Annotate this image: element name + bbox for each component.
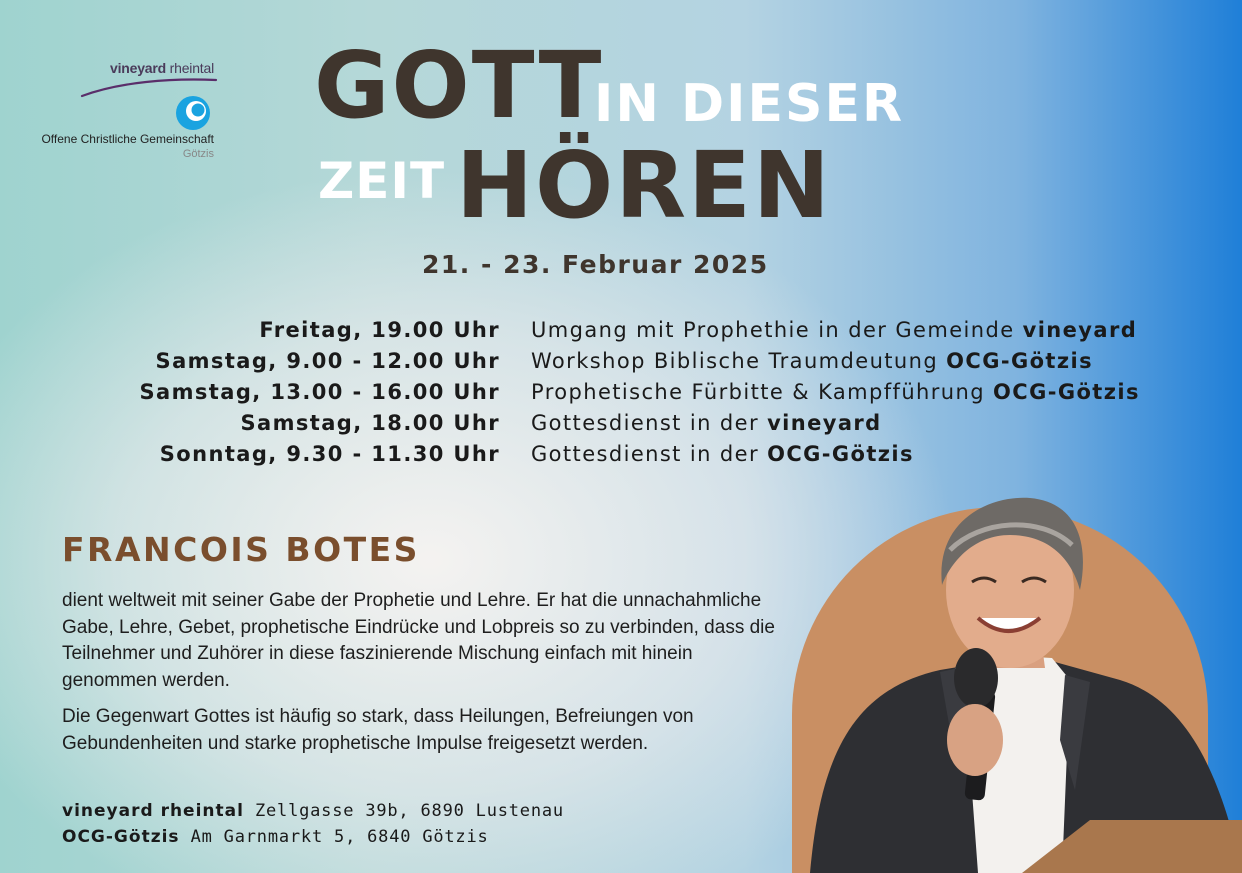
event-date: 21. - 23. Februar 2025 (422, 250, 769, 279)
schedule-event: Gottesdienst in der OCG-Götzis (531, 441, 914, 466)
org-city: Götzis (182, 148, 214, 160)
schedule-row (100, 314, 1140, 345)
title-zeit: ZEIT (318, 152, 446, 210)
organizer-logo (20, 60, 220, 170)
schedule-location: vineyard (767, 410, 882, 435)
venue-addresses (62, 798, 564, 850)
schedule-location: OCG-Götzis (767, 441, 914, 466)
schedule-event: Gottesdienst in der vineyard (531, 410, 882, 435)
schedule-location: vineyard (1022, 317, 1138, 342)
title-in-dieser: IN DIESER (594, 74, 905, 134)
schedule-event: Prophetische Fürbitte & Kampfführung OCG-Götzis (531, 379, 1140, 404)
schedule-time: Freitag, 19.00 Uhr (259, 317, 500, 342)
vineyard-wordmark: vineyard rheintal (109, 60, 214, 76)
address-line: OCG-Götzis Am Garnmarkt 5, 6840 Götzis (62, 827, 489, 847)
schedule-time: Samstag, 9.00 - 12.00 Uhr (155, 348, 500, 373)
ocg-circle-logo-icon (174, 94, 212, 132)
title-horen: HÖREN (456, 132, 832, 239)
schedule-location: OCG-Götzis (993, 379, 1140, 404)
org-name: Offene Christliche Gemeinschaft (41, 132, 214, 146)
schedule-event: Workshop Biblische Traumdeutung OCG-Götzis (531, 348, 1093, 373)
schedule-row (100, 345, 1140, 376)
schedule-row (100, 376, 1140, 407)
schedule-row (100, 407, 1140, 438)
bio-paragraph: dient weltweit mit seiner Gabe der Prophetie und Lehre. Er hat die unnachahmliche Gabe, Lehre, Gebet, prophetische Eindrücke und Lobpreis so zu verbinden, dass die Teilnehmer und Zuhörer in diese faszinierende Mischung einfach mit hinein genommen werden. (62, 590, 775, 691)
speaker-portrait-image (790, 490, 1242, 873)
bio-paragraph: Die Gegenwart Gottes ist häufig so stark, dass Heilungen, Befreiungen von Gebundenheiten und starke prophetische Impulse freigesetzt werden. (62, 706, 694, 754)
speaker-name: FRANCOIS BOTES (62, 530, 420, 569)
event-schedule (100, 314, 1140, 469)
title-gott: GOTT (314, 32, 604, 139)
schedule-location: OCG-Götzis (946, 348, 1093, 373)
speaker-photo (790, 490, 1242, 873)
speaker-bio (62, 588, 782, 767)
schedule-time: Samstag, 18.00 Uhr (240, 410, 500, 435)
address-line: vineyard rheintal Zellgasse 39b, 6890 Lustenau (62, 801, 564, 821)
schedule-time: Sonntag, 9.30 - 11.30 Uhr (159, 441, 500, 466)
schedule-time: Samstag, 13.00 - 16.00 Uhr (139, 379, 500, 404)
schedule-event: Umgang mit Prophethie in der Gemeinde vineyard (531, 317, 1138, 342)
schedule-row (100, 438, 1140, 469)
